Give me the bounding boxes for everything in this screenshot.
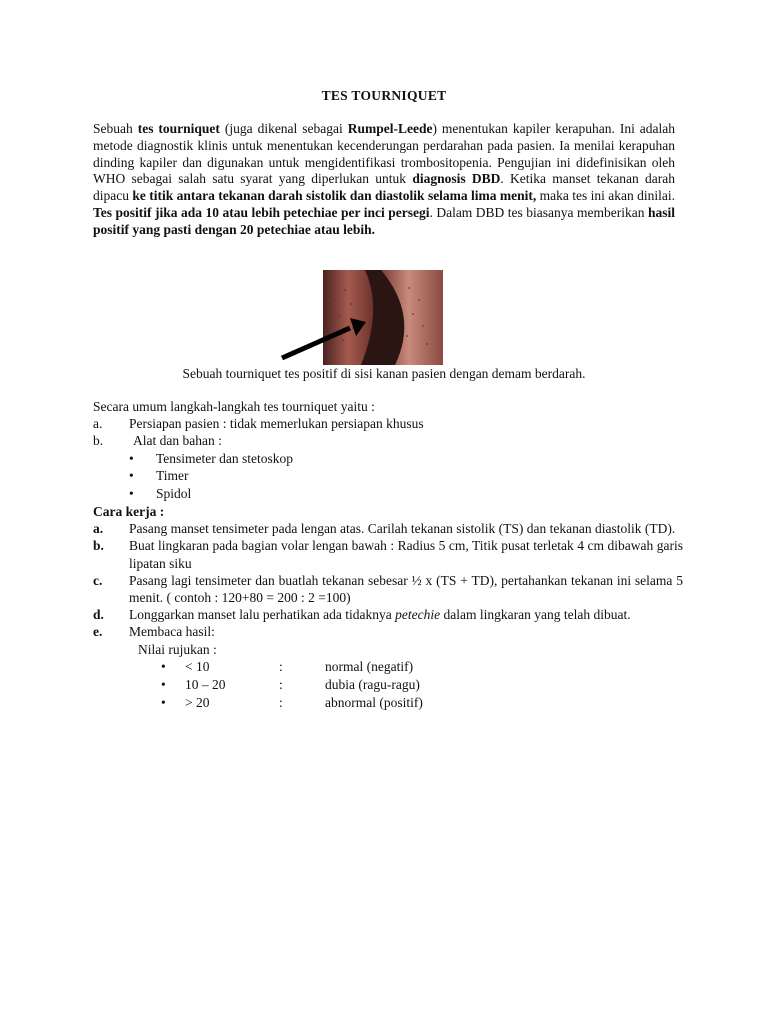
tool-item [93, 450, 683, 468]
reference-heading [93, 641, 683, 658]
procedure-step [93, 606, 683, 623]
reference-row [93, 658, 683, 676]
figure-caption: Sebuah tourniquet tes positif di sisi kanan pasien dengan demam berdarah. [182, 366, 586, 381]
step-text-italic: petechie [395, 607, 441, 623]
reference-result: abnormal (positif) [325, 694, 423, 710]
step-text: Membaca hasil: [129, 624, 215, 640]
procedure-step [93, 623, 683, 640]
intro-paragraph [93, 121, 675, 239]
step-text: Buat lingkaran pada bagian volar lengan bawah : Radius 5 cm, Titik pusat terletak 4 cm dibawah garis lipatan siku [129, 538, 683, 571]
list-item [93, 415, 683, 432]
step-marker: a. [93, 521, 104, 537]
steps-intro-text: Secara umum langkah-langkah tes tourniquet yaitu : [93, 399, 375, 414]
reference-row [93, 676, 683, 694]
reference-heading-text: Nilai rujukan : [138, 641, 217, 657]
tool-item [93, 485, 683, 503]
intro-text: . Ketika manset tekanan darah dipacu [93, 171, 675, 204]
list-marker: a. [93, 416, 103, 432]
reference-row [93, 694, 683, 712]
tool-item [93, 467, 683, 485]
reference-range: < 10 [185, 658, 210, 674]
list-item-text: Alat dan bahan : [133, 433, 222, 449]
intro-bold-term: diagnosis DBD [412, 171, 501, 187]
reference-result: normal (negatif) [325, 658, 414, 674]
step-text: Pasang lagi tensimeter dan buatlah tekanan sebesar ½ x (TS + TD), pertahankan tekanan ini selama 5 menit. ( contoh : 120+80 = 200 : 2 =100) [129, 572, 683, 606]
intro-bold-term: hasil positif yang pasti dengan 20 petechiae atau lebih. [93, 204, 675, 237]
arrow-pointer-icon [270, 300, 380, 370]
bullet-dot-icon: • [129, 450, 134, 466]
bullet-dot-icon: • [129, 468, 134, 484]
bullet-dot-icon: • [161, 658, 166, 674]
intro-bold-term: Tes positif jika ada 10 atau lebih petechiae per inci persegi [93, 204, 430, 220]
procedure-step [93, 520, 683, 537]
tool-item-text: Timer [156, 468, 189, 484]
procedure-section [93, 398, 683, 712]
intro-bold-term: ke titik antara tekanan darah sistolik dan diastolik selama lima menit, [132, 188, 537, 204]
procedure-heading: Cara kerja : [93, 504, 165, 519]
step-marker: c. [93, 572, 103, 588]
list-item [93, 432, 683, 449]
reference-separator: : [279, 658, 283, 674]
list-item-text: Persiapan pasien : tidak memerlukan persiapan khusus [129, 416, 424, 432]
intro-bold-term: Rumpel-Leede [347, 121, 433, 136]
bullet-dot-icon: • [161, 676, 166, 692]
page-title: TES TOURNIQUET [321, 88, 447, 103]
intro-text: ) menentukan kapiler kerapuhan. Ini adalah metode diagnostik klinis untuk menentukan kecenderungan perdarahan pada pasien. Ia menilai kerapuhan dinding kapiler dan digunakan untuk mengidentifikasi trombositopenia. Pengujian ini didefinisikan oleh WHO sebagai salah satu syarat yang diperlukan untuk [93, 121, 675, 187]
reference-result: dubia (ragu-ragu) [325, 676, 420, 692]
reference-range: > 20 [185, 694, 210, 710]
step-text [129, 606, 683, 623]
step-text-part: dalam lingkaran yang telah dibuat. [440, 607, 631, 623]
intro-text: . Dalam DBD tes biasanya memberikan [429, 204, 648, 220]
intro-text: maka tes ini akan dinilai. [536, 188, 676, 204]
step-text: Pasang manset tensimeter pada lengan atas. Carilah tekanan sistolik (TS) dan tekanan diastolik (TD). [129, 521, 676, 537]
intro-text: (juga dikenal sebagai [219, 121, 348, 136]
bullet-dot-icon: • [161, 694, 166, 710]
step-marker: d. [93, 607, 104, 623]
list-marker: b. [93, 433, 104, 449]
intro-bold-term: tes tourniquet [137, 121, 220, 136]
step-marker: b. [93, 538, 104, 554]
steps-intro [93, 398, 683, 415]
tool-item-text: Spidol [156, 486, 192, 502]
bullet-dot-icon: • [129, 486, 134, 502]
reference-separator: : [279, 694, 283, 710]
intro-text: Sebuah [93, 121, 138, 136]
tool-item-text: Tensimeter dan stetoskop [156, 450, 294, 466]
step-marker: e. [93, 624, 103, 640]
step-text-part: Longgarkan manset lalu perhatikan ada tidaknya [129, 607, 396, 623]
reference-separator: : [279, 676, 283, 692]
reference-range: 10 – 20 [185, 676, 226, 692]
procedure-step [93, 537, 683, 571]
procedure-step [93, 572, 683, 606]
